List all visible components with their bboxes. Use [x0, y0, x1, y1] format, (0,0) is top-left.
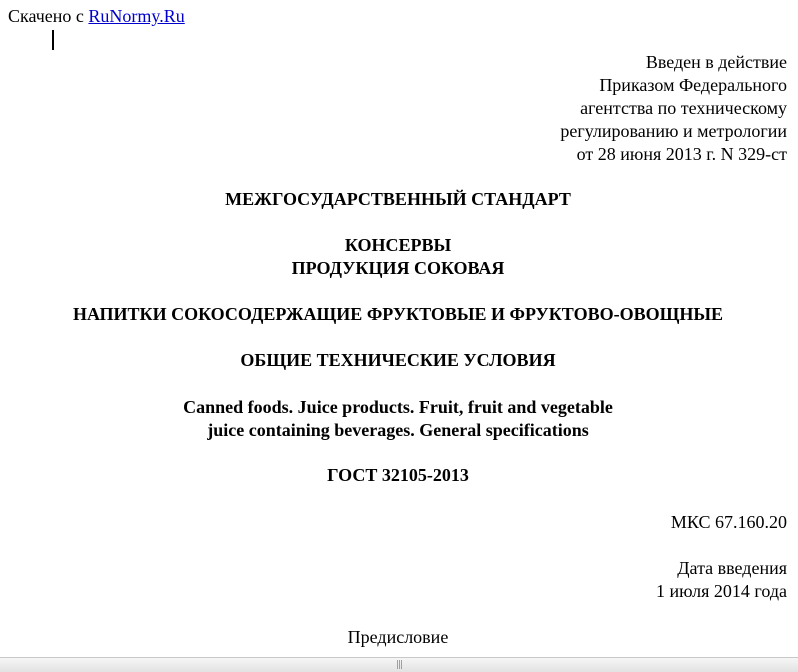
enacted-line-3: агентства по техническому [580, 98, 787, 118]
category-line-1: КОНСЕРВЫ [344, 235, 452, 255]
downloaded-prefix: Скачено с [8, 6, 84, 26]
gost-number: ГОСТ 32105-2013 [327, 465, 469, 485]
enacted-line-5: от 28 июня 2013 г. N 329-ст [576, 144, 787, 164]
conditions-heading: ОБЩИЕ ТЕХНИЧЕСКИЕ УСЛОВИЯ [240, 350, 556, 370]
enacted-line-1: Введен в действие [645, 52, 787, 72]
effective-date-label: Дата введения [677, 558, 787, 578]
effective-date-value: 1 июля 2014 года [656, 581, 787, 601]
download-source [8, 4, 185, 28]
category-line-2: ПРОДУКЦИЯ СОКОВАЯ [291, 258, 505, 278]
text-cursor [52, 30, 54, 50]
english-title-line-2: juice containing beverages. General specifications [207, 420, 589, 440]
runormy-link[interactable]: RuNormy.Ru [88, 6, 185, 26]
preface-heading: Предисловие [347, 627, 449, 647]
standard-type-heading: МЕЖГОСУДАРСТВЕННЫЙ СТАНДАРТ [225, 189, 571, 209]
enacted-line-4: регулированию и метрологии [560, 121, 787, 141]
grip-icon[interactable]: ||| [395, 660, 403, 670]
mks-code: МКС 67.160.20 [670, 512, 787, 532]
enacted-line-2: Приказом Федерального [599, 75, 787, 95]
horizontal-scrollbar[interactable] [0, 657, 798, 672]
subject-heading: НАПИТКИ СОКОСОДЕРЖАЩИЕ ФРУКТОВЫЕ И ФРУКТОВО-ОВОЩНЫЕ [72, 304, 724, 324]
english-title-line-1: Canned foods. Juice products. Fruit, fruit and vegetable [183, 397, 613, 417]
